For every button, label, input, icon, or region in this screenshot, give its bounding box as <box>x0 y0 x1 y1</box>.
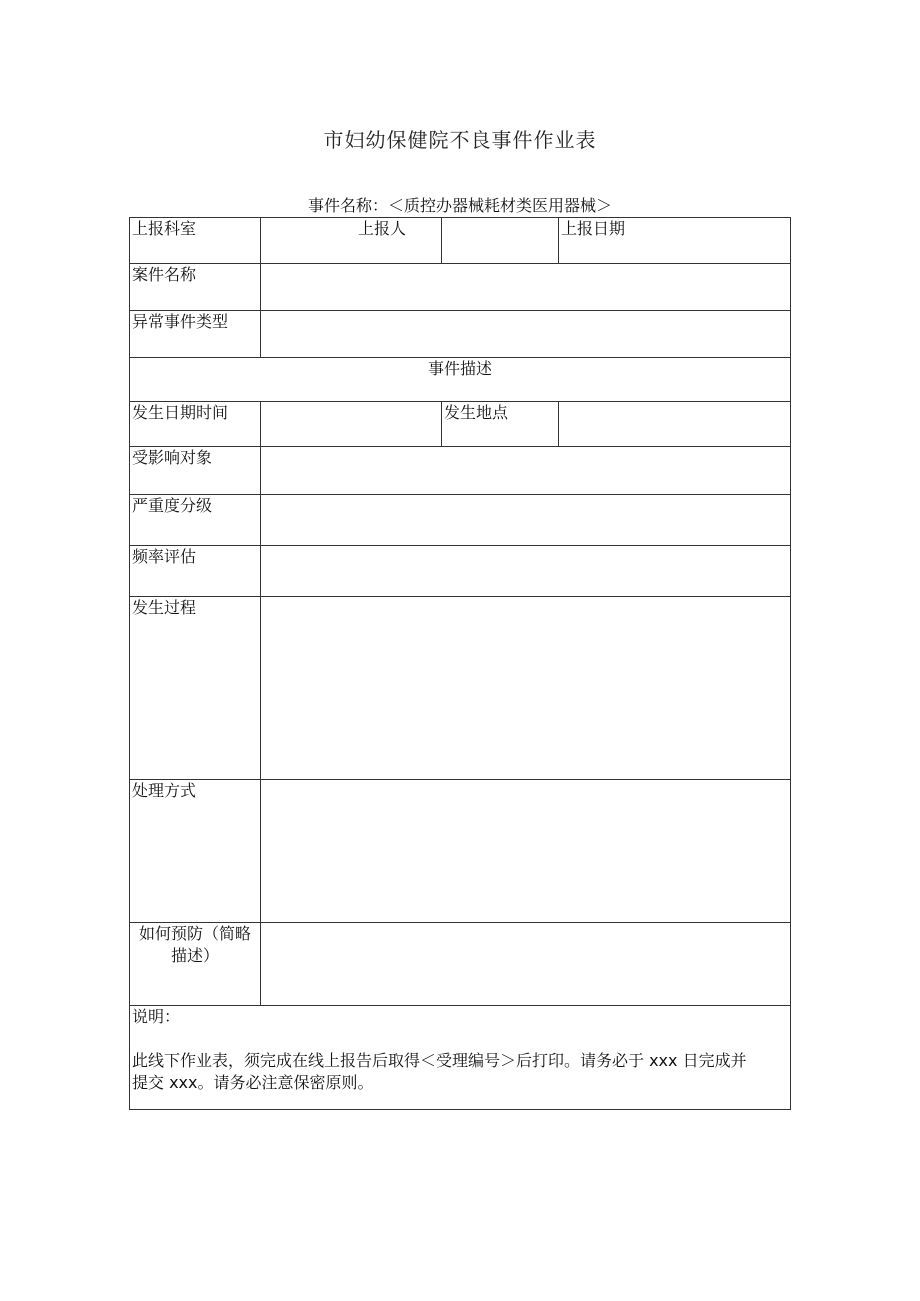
case-name-field[interactable] <box>261 264 791 311</box>
process-label: 发生过程 <box>130 597 261 780</box>
event-name-line: 事件名称：＜质控办器械耗材类医用器械＞ <box>307 196 612 215</box>
process-field[interactable] <box>261 597 791 780</box>
report-date-label: 上报日期 <box>559 218 791 264</box>
affected-field[interactable] <box>261 447 791 495</box>
severity-field[interactable] <box>261 495 791 546</box>
row-handling <box>130 780 791 923</box>
event-type-label: 异常事件类型 <box>130 311 261 358</box>
row-process <box>130 597 791 780</box>
row-prevention <box>130 923 791 1006</box>
occur-datetime-label: 发生日期时间 <box>130 402 261 447</box>
report-dept-label: 上报科室 <box>130 218 261 264</box>
notes-cell <box>130 1006 791 1110</box>
row-event-desc-header <box>130 358 791 402</box>
severity-label: 严重度分级 <box>130 495 261 546</box>
row-case-name <box>130 264 791 311</box>
prevention-label-line1: 如何预防（简略 <box>138 924 251 943</box>
occur-place-label: 发生地点 <box>442 402 559 447</box>
handling-label: 处理方式 <box>130 780 261 923</box>
case-name-label: 案件名称 <box>130 264 261 311</box>
frequency-label: 频率评估 <box>130 546 261 597</box>
event-type-field[interactable] <box>261 311 791 358</box>
row-report-info <box>130 218 791 264</box>
notes-text-line2: 提交 xxx。请务必注意保密原则。 <box>132 1073 374 1092</box>
notes-spacer <box>132 1028 788 1050</box>
notes-text-line1: 此线下作业表，须完成在线上报告后取得＜受理编号＞后打印。请务必于 xxx 日完成并 <box>132 1051 747 1070</box>
occur-datetime-field[interactable] <box>261 402 442 447</box>
reporter-label: 上报人 <box>261 218 442 264</box>
occur-place-field[interactable] <box>559 402 791 447</box>
row-affected <box>130 447 791 495</box>
prevention-label <box>130 923 261 1006</box>
prevention-label-line2: 描述） <box>170 946 219 965</box>
handling-field[interactable] <box>261 780 791 923</box>
incident-form-table <box>129 217 791 1110</box>
row-severity <box>130 495 791 546</box>
prevention-field[interactable] <box>261 923 791 1006</box>
frequency-field[interactable] <box>261 546 791 597</box>
page-title: 市妇幼保健院不良事件作业表 <box>323 128 597 152</box>
affected-label: 受影响对象 <box>130 447 261 495</box>
row-frequency <box>130 546 791 597</box>
row-event-type <box>130 311 791 358</box>
reporter-field[interactable] <box>442 218 559 264</box>
event-desc-header: 事件描述 <box>130 358 791 402</box>
row-occurrence <box>130 402 791 447</box>
row-notes <box>130 1006 791 1110</box>
notes-label: 说明： <box>132 1007 181 1026</box>
